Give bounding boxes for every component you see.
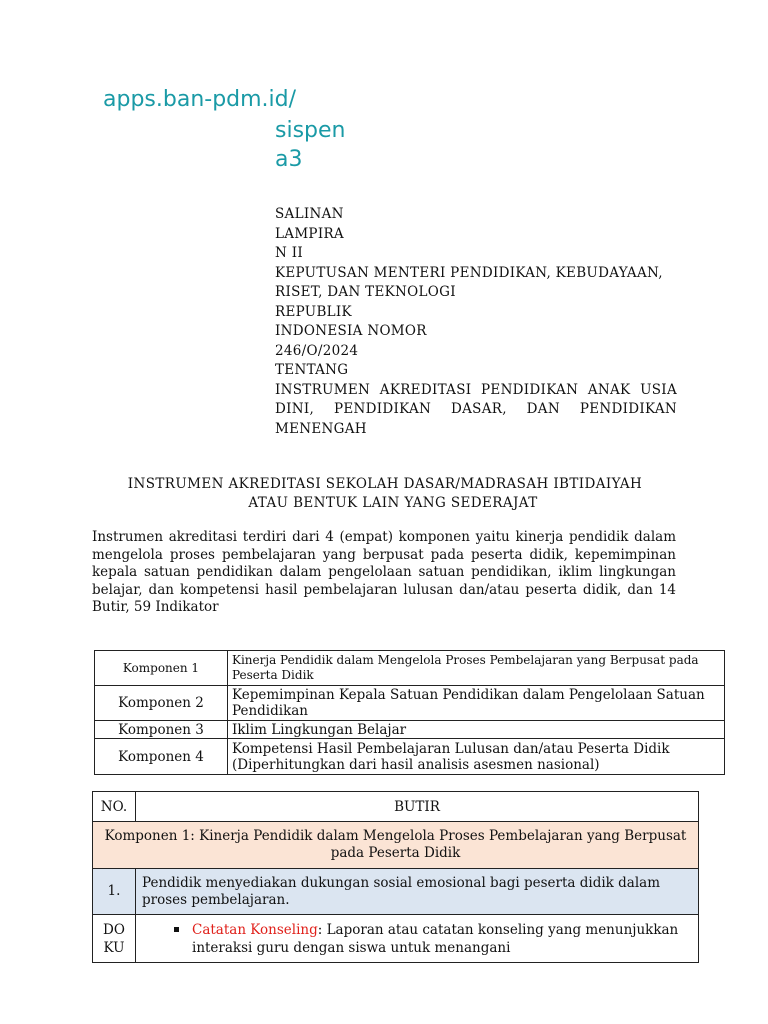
komponen-desc: Kinerja Pendidik dalam Mengelola Proses Pembelajaran yang Berpusat pada Peserta Didik	[228, 651, 725, 686]
catatan-konseling-title: Catatan Konseling	[192, 921, 318, 938]
dokumen-bullet-item	[142, 921, 692, 957]
column-header-no: NO.	[93, 792, 136, 822]
url-line-2[interactable]: sispen	[275, 118, 346, 143]
title-line-1: INSTRUMEN AKREDITASI SEKOLAH DASAR/MADRASAH IBTIDAIYAH	[127, 476, 643, 492]
dokumen-row	[93, 915, 699, 963]
bullet-square-icon	[174, 927, 179, 932]
komponen-desc: Iklim Lingkungan Belajar	[228, 721, 725, 739]
butir-number: 1.	[93, 869, 136, 915]
keputusan-line-1: KEPUTUSAN MENTERI PENDIDIKAN, KEBUDAYAAN,	[275, 264, 663, 281]
dokumen-label	[93, 915, 136, 963]
indonesia-nomor-label: INDONESIA NOMOR	[275, 323, 427, 339]
tentang-label: TENTANG	[275, 362, 349, 378]
keputusan-line-2: RISET, DAN TEKNOLOGI	[275, 284, 456, 300]
komponen-table	[94, 650, 725, 775]
instrumen-subject: INSTRUMEN AKREDITASI PENDIDIKAN ANAK USIA DINI, PENDIDIKAN DASAR, DAN PENDIDIKAN MENENGAH	[275, 381, 677, 437]
komponen-row	[95, 721, 725, 739]
salinan-label: SALINAN	[275, 206, 344, 222]
nomor-value: 246/O/2024	[275, 342, 359, 359]
butir-text: Pendidik menyediakan dukungan sosial emosional bagi peserta didik dalam proses pembelajaran.	[136, 869, 699, 915]
komponen-label: Komponen 4	[95, 739, 228, 775]
komponen-section-row	[93, 822, 699, 869]
butir-table	[92, 791, 699, 963]
komponen-desc: Kepemimpinan Kepala Satuan Pendidikan dalam Pengelolaan Satuan Pendidikan	[228, 686, 725, 721]
url-line-1[interactable]: apps.ban-pdm.id/	[103, 87, 297, 112]
lampiran-label-1: LAMPIRA	[275, 225, 344, 242]
title-line-2: ATAU BENTUK LAIN YANG SEDERAJAT	[248, 495, 538, 511]
lampiran-header	[275, 205, 677, 439]
document-title	[90, 475, 680, 513]
komponen-label: Komponen 1	[95, 651, 228, 686]
dokumen-label-1: DO	[103, 921, 125, 938]
catatan-konseling-text: : Laporan atau catatan konseling yang menunjukkan interaksi guru dengan siswa untuk menangani	[192, 921, 679, 956]
komponen-row	[95, 739, 725, 775]
url-line-3[interactable]: a3	[275, 147, 303, 172]
komponen-desc: Kompetensi Hasil Pembelajaran Lulusan dan/atau Peserta Didik (Diperhitungkan dari hasil analisis asesmen nasional)	[228, 739, 725, 775]
komponen-label: Komponen 3	[95, 721, 228, 739]
dokumen-label-2: KU	[103, 939, 125, 956]
komponen-row	[95, 686, 725, 721]
column-header-butir: BUTIR	[136, 792, 699, 822]
butir-row	[93, 869, 699, 915]
butir-table-header	[93, 792, 699, 822]
republik-label: REPUBLIK	[275, 303, 352, 320]
komponen-section-title: Komponen 1: Kinerja Pendidik dalam Mengelola Proses Pembelajaran yang Berpusat pada Peserta Didik	[93, 822, 699, 869]
komponen-label: Komponen 2	[95, 686, 228, 721]
lampiran-label-2: N II	[275, 245, 303, 261]
dokumen-content	[136, 915, 699, 963]
komponen-row	[95, 651, 725, 686]
intro-paragraph: Instrumen akreditasi terdiri dari 4 (empat) komponen yaitu kinerja pendidik dalam mengelola proses pembelajaran yang berpusat pada peserta didik, kepemimpinan kepala satuan pendidikan dalam pengelolaan satuan pendidikan, iklim lingkungan belajar, dan kompetensi hasil pembelajaran lulusan dan/atau peserta didik, dan 14 Butir, 59 Indikator	[92, 529, 676, 615]
